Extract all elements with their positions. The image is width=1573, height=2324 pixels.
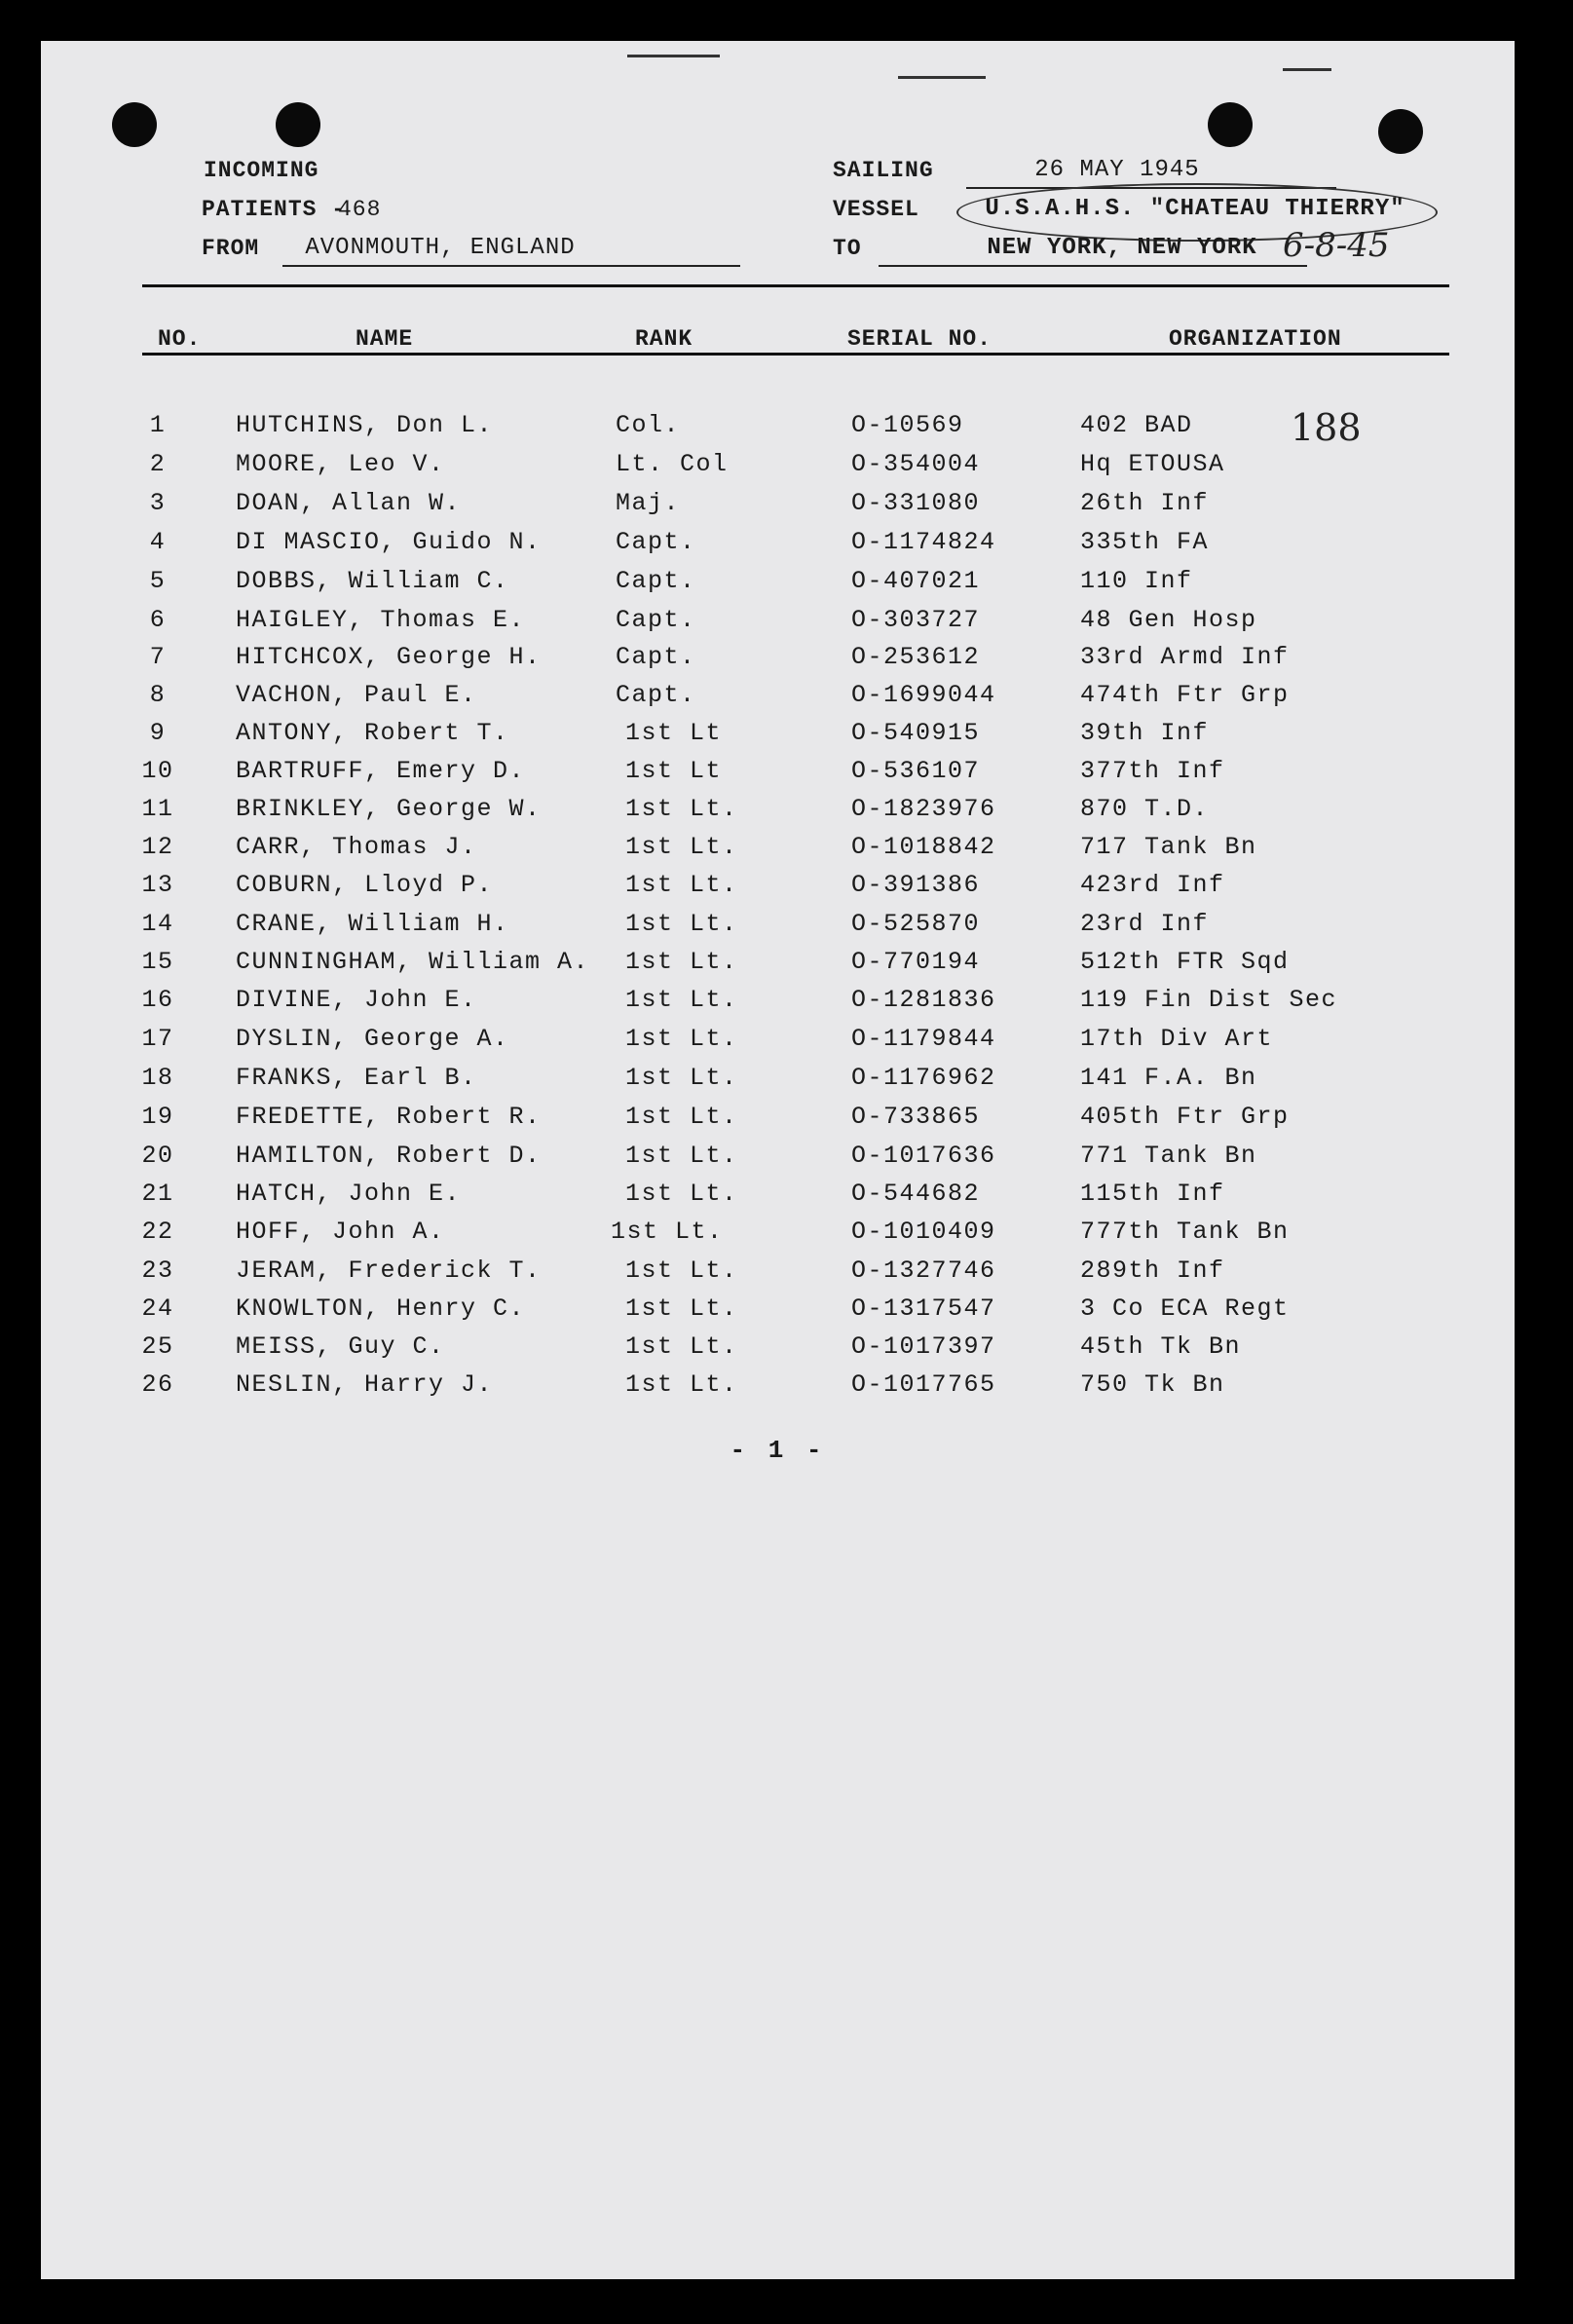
row-rank: 1st Lt. — [625, 1142, 738, 1170]
row-org: 423rd Inf — [1080, 871, 1225, 899]
row-no: 24 — [141, 1294, 174, 1323]
paper-mark — [898, 76, 986, 79]
row-org: 474th Ftr Grp — [1080, 681, 1290, 709]
col-name: NAME — [356, 326, 414, 352]
row-rank: 1st Lt. — [625, 1180, 738, 1208]
row-no: 23 — [141, 1256, 174, 1285]
header-top-rule — [142, 284, 1449, 287]
row-rank: Lt. Col — [616, 450, 729, 478]
row-serial: O-536107 — [851, 757, 981, 785]
row-rank: Capt. — [616, 643, 696, 671]
row-serial: O-407021 — [851, 567, 981, 595]
row-name: ANTONY, Robert T. — [236, 719, 509, 747]
page-number: - 1 - — [730, 1436, 826, 1465]
vessel-label: VESSEL — [833, 197, 919, 222]
row-no: 5 — [149, 567, 167, 595]
row-no: 22 — [141, 1218, 174, 1246]
annotation-188: 188 — [1291, 406, 1362, 449]
row-name: CRANE, William H. — [236, 910, 509, 938]
row-serial: O-1017765 — [851, 1370, 996, 1399]
paper-mark — [1283, 68, 1331, 71]
row-rank: Col. — [616, 411, 681, 439]
row-name: DOBBS, William C. — [236, 567, 509, 595]
table-row — [41, 1218, 1515, 1256]
table-row — [41, 910, 1515, 949]
row-no: 15 — [141, 948, 174, 976]
row-rank: Capt. — [616, 681, 696, 709]
table-row — [41, 757, 1515, 796]
row-no: 19 — [141, 1103, 174, 1131]
row-serial: O-253612 — [851, 643, 981, 671]
row-name: DYSLIN, George A. — [236, 1025, 509, 1053]
table-row — [41, 681, 1515, 720]
row-serial: O-1823976 — [851, 795, 996, 823]
row-serial: O-1174824 — [851, 528, 996, 556]
row-serial: O-1176962 — [851, 1064, 996, 1092]
row-org: Hq ETOUSA — [1080, 450, 1225, 478]
table-row — [41, 528, 1515, 567]
row-rank: 1st Lt. — [625, 910, 738, 938]
row-org: 402 BAD — [1080, 411, 1193, 439]
row-name: COBURN, Lloyd P. — [236, 871, 494, 899]
row-rank: 1st Lt. — [625, 986, 738, 1014]
row-serial: O-1017636 — [851, 1142, 996, 1170]
row-serial: O-331080 — [851, 489, 981, 517]
punch-hole-icon — [1208, 102, 1253, 147]
row-org: 26th Inf — [1080, 489, 1210, 517]
row-org: 777th Tank Bn — [1080, 1218, 1290, 1246]
row-rank: 1st Lt. — [625, 1370, 738, 1399]
from-underline — [282, 265, 740, 267]
row-no: 8 — [149, 681, 167, 709]
row-rank: 1st Lt — [625, 719, 723, 747]
row-name: HUTCHINS, Don L. — [236, 411, 494, 439]
row-no: 20 — [141, 1142, 174, 1170]
row-rank: 1st Lt. — [625, 1064, 738, 1092]
col-rank: RANK — [635, 326, 693, 352]
row-serial: O-1018842 — [851, 833, 996, 861]
vessel-value: U.S.A.H.S. "CHATEAU THIERRY" — [985, 196, 1405, 222]
row-no: 16 — [141, 986, 174, 1014]
from-label: FROM — [202, 236, 260, 261]
header-bottom-rule — [142, 353, 1449, 356]
row-org: 115th Inf — [1080, 1180, 1225, 1208]
row-no: 2 — [149, 450, 167, 478]
row-name: HATCH, John E. — [236, 1180, 462, 1208]
row-name: CUNNINGHAM, William A. — [236, 948, 590, 976]
row-no: 6 — [149, 606, 167, 634]
table-row — [41, 1370, 1515, 1409]
row-rank: 1st Lt. — [625, 833, 738, 861]
row-name: CARR, Thomas J. — [236, 833, 477, 861]
row-serial: O-540915 — [851, 719, 981, 747]
sailing-value: 26 MAY 1945 — [1034, 157, 1200, 183]
from-value: AVONMOUTH, ENGLAND — [305, 235, 576, 261]
table-row — [41, 1294, 1515, 1333]
table-row — [41, 1064, 1515, 1103]
row-serial: O-354004 — [851, 450, 981, 478]
row-no: 9 — [149, 719, 167, 747]
row-serial: O-10569 — [851, 411, 964, 439]
row-serial: O-1281836 — [851, 986, 996, 1014]
row-no: 26 — [141, 1370, 174, 1399]
row-serial: O-1010409 — [851, 1218, 996, 1246]
handwritten-date: 6-8-45 — [1283, 226, 1390, 265]
table-row — [41, 411, 1515, 450]
row-rank: 1st Lt. — [625, 1103, 738, 1131]
row-serial: O-770194 — [851, 948, 981, 976]
row-no: 11 — [141, 795, 174, 823]
punch-hole-icon — [276, 102, 320, 147]
row-name: HAIGLEY, Thomas E. — [236, 606, 526, 634]
row-rank: 1st Lt. — [625, 1256, 738, 1285]
row-org: 870 T.D. — [1080, 795, 1210, 823]
to-label: TO — [833, 236, 862, 261]
row-rank: 1st Lt. — [625, 1025, 738, 1053]
row-org: 405th Ftr Grp — [1080, 1103, 1290, 1131]
row-rank: 1st Lt. — [625, 948, 738, 976]
row-org: 110 Inf — [1080, 567, 1193, 595]
row-rank: 1st Lt. — [625, 1294, 738, 1323]
row-org: 377th Inf — [1080, 757, 1225, 785]
row-rank: 1st Lt. — [625, 795, 738, 823]
incoming-label: INCOMING — [204, 158, 319, 183]
row-no: 1 — [149, 411, 167, 439]
row-org: 119 Fin Dist Sec — [1080, 986, 1338, 1014]
row-rank: Capt. — [616, 606, 696, 634]
row-no: 25 — [141, 1332, 174, 1361]
row-rank: 1st Lt. — [625, 871, 738, 899]
row-no: 14 — [141, 910, 174, 938]
row-rank: 1st Lt. — [611, 1218, 724, 1246]
to-value: NEW YORK, NEW YORK — [987, 235, 1257, 261]
row-name: HITCHCOX, George H. — [236, 643, 542, 671]
row-serial: O-303727 — [851, 606, 981, 634]
col-no: NO. — [158, 326, 202, 352]
row-serial: O-1699044 — [851, 681, 996, 709]
row-name: BRINKLEY, George W. — [236, 795, 542, 823]
punch-hole-icon — [112, 102, 157, 147]
row-org: 750 Tk Bn — [1080, 1370, 1225, 1399]
row-serial: O-733865 — [851, 1103, 981, 1131]
row-no: 13 — [141, 871, 174, 899]
table-row — [41, 450, 1515, 489]
table-row — [41, 489, 1515, 528]
row-org: 717 Tank Bn — [1080, 833, 1257, 861]
row-no: 12 — [141, 833, 174, 861]
row-serial: O-1317547 — [851, 1294, 996, 1323]
row-no: 21 — [141, 1180, 174, 1208]
row-name: FRANKS, Earl B. — [236, 1064, 477, 1092]
row-name: HAMILTON, Robert D. — [236, 1142, 542, 1170]
row-name: DOAN, Allan W. — [236, 489, 462, 517]
row-serial: O-1017397 — [851, 1332, 996, 1361]
row-name: NESLIN, Harry J. — [236, 1370, 494, 1399]
to-underline — [879, 265, 1307, 267]
row-org: 39th Inf — [1080, 719, 1210, 747]
row-rank: 1st Lt — [625, 757, 723, 785]
row-rank: Maj. — [616, 489, 681, 517]
row-name: JERAM, Frederick T. — [236, 1256, 542, 1285]
row-org: 512th FTR Sqd — [1080, 948, 1290, 976]
paper-mark — [627, 55, 720, 57]
table-row — [41, 1256, 1515, 1295]
row-name: DIVINE, John E. — [236, 986, 477, 1014]
row-rank: 1st Lt. — [625, 1332, 738, 1361]
patients-label: PATIENTS - — [202, 197, 347, 222]
row-name: MEISS, Guy C. — [236, 1332, 445, 1361]
row-rank: Capt. — [616, 567, 696, 595]
sailing-label: SAILING — [833, 158, 934, 183]
col-organization: ORGANIZATION — [1169, 326, 1342, 352]
row-name: KNOWLTON, Henry C. — [236, 1294, 526, 1323]
row-no: 17 — [141, 1025, 174, 1053]
row-no: 7 — [149, 643, 167, 671]
col-serial: SERIAL NO. — [847, 326, 992, 352]
row-no: 10 — [141, 757, 174, 785]
row-serial: O-391386 — [851, 871, 981, 899]
table-row — [41, 1103, 1515, 1142]
row-org: 771 Tank Bn — [1080, 1142, 1257, 1170]
row-org: 23rd Inf — [1080, 910, 1210, 938]
table-row — [41, 567, 1515, 606]
row-name: VACHON, Paul E. — [236, 681, 477, 709]
row-name: DI MASCIO, Guido N. — [236, 528, 542, 556]
row-org: 33rd Armd Inf — [1080, 643, 1290, 671]
row-name: FREDETTE, Robert R. — [236, 1103, 542, 1131]
row-rank: Capt. — [616, 528, 696, 556]
table-row — [41, 1180, 1515, 1218]
table-row — [41, 719, 1515, 758]
row-name: HOFF, John A. — [236, 1218, 445, 1246]
table-row — [41, 948, 1515, 987]
table-row — [41, 1142, 1515, 1181]
row-no: 4 — [149, 528, 167, 556]
row-org: 141 F.A. Bn — [1080, 1064, 1257, 1092]
row-org: 289th Inf — [1080, 1256, 1225, 1285]
patients-count: 468 — [338, 197, 382, 222]
table-row — [41, 1332, 1515, 1371]
table-row — [41, 1025, 1515, 1064]
row-no: 18 — [141, 1064, 174, 1092]
table-row — [41, 871, 1515, 910]
punch-hole-icon — [1378, 109, 1423, 154]
table-row — [41, 833, 1515, 872]
row-org: 45th Tk Bn — [1080, 1332, 1242, 1361]
row-org: 335th FA — [1080, 528, 1210, 556]
row-name: MOORE, Leo V. — [236, 450, 445, 478]
row-name: BARTRUFF, Emery D. — [236, 757, 526, 785]
document-page — [41, 41, 1515, 2279]
row-serial: O-1179844 — [851, 1025, 996, 1053]
row-serial: O-544682 — [851, 1180, 981, 1208]
table-row — [41, 986, 1515, 1025]
row-org: 17th Div Art — [1080, 1025, 1274, 1053]
row-serial: O-525870 — [851, 910, 981, 938]
row-serial: O-1327746 — [851, 1256, 996, 1285]
row-org: 48 Gen Hosp — [1080, 606, 1257, 634]
row-org: 3 Co ECA Regt — [1080, 1294, 1290, 1323]
table-row — [41, 795, 1515, 834]
row-no: 3 — [149, 489, 167, 517]
table-row — [41, 606, 1515, 645]
table-row — [41, 643, 1515, 682]
